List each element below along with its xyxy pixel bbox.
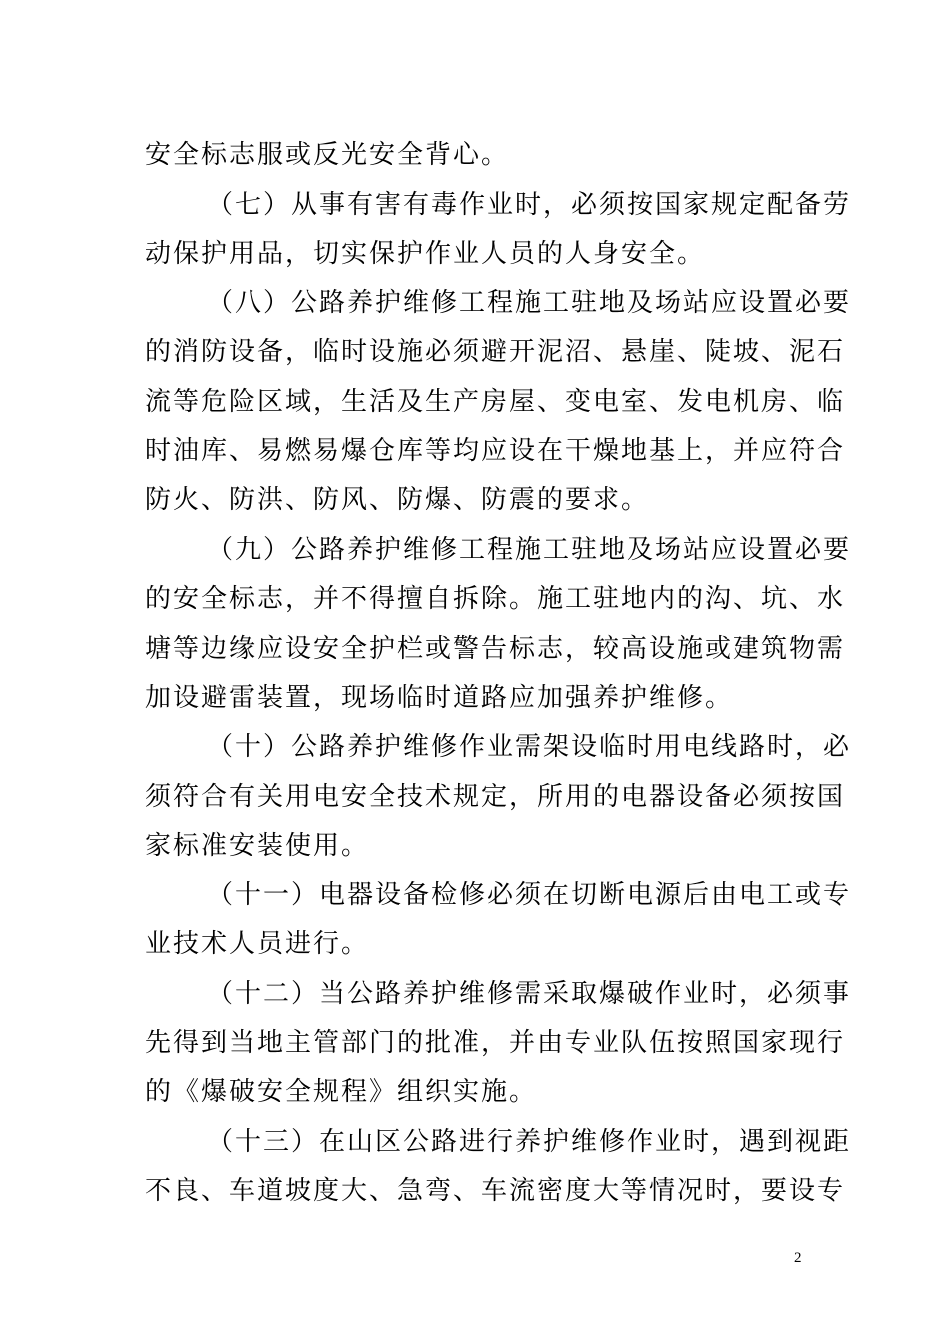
text-line: 防火、防洪、防风、防爆、防震的要求。: [145, 485, 650, 515]
text-line: 业技术人员进行。: [145, 929, 370, 959]
text-line: （十）公路养护维修作业需架设临时用电线路时，必: [207, 732, 852, 762]
text-line: 的安全标志，并不得擅自拆除。施工驻地内的沟、坑、水: [145, 584, 846, 614]
text-line: （七）从事有害有毒作业时，必须按国家规定配备劳: [207, 190, 852, 220]
text-line: 加设避雷装置，现场临时道路应加强养护维修。: [145, 683, 734, 713]
text-line: 须符合有关用电安全技术规定，所用的电器设备必须按国: [145, 782, 846, 812]
text-line: 的《爆破安全规程》组织实施。: [145, 1077, 538, 1107]
text-line: 流等危险区域，生活及生产房屋、变电室、发电机房、临: [145, 387, 846, 417]
text-line: 安全标志服或反光安全背心。: [145, 140, 510, 170]
text-line: 先得到当地主管部门的批准，并由专业队伍按照国家现行: [145, 1028, 846, 1058]
text-line: （九）公路养护维修工程施工驻地及场站应设置必要: [207, 535, 852, 565]
text-line: （十三）在山区公路进行养护维修作业时，遇到视距: [207, 1127, 852, 1157]
text-line: 塘等边缘应设安全护栏或警告标志，较高设施或建筑物需: [145, 634, 846, 664]
page-number: 2: [794, 1250, 802, 1266]
text-line: 的消防设备，临时设施必须避开泥沼、悬崖、陡坡、泥石: [145, 337, 846, 367]
text-line: 家标准安装使用。: [145, 831, 370, 861]
text-line: （十一）电器设备检修必须在切断电源后由电工或专: [207, 880, 852, 910]
text-line: 不良、车道坡度大、急弯、车流密度大等情况时，要设专: [145, 1176, 846, 1206]
text-line: 动保护用品，切实保护作业人员的人身安全。: [145, 239, 706, 269]
text-line: 时油库、易燃易爆仓库等均应设在干燥地基上，并应符合: [145, 436, 846, 466]
text-line: （十二）当公路养护维修需采取爆破作业时，必须事: [207, 979, 852, 1009]
text-line: （八）公路养护维修工程施工驻地及场站应设置必要: [207, 288, 852, 318]
